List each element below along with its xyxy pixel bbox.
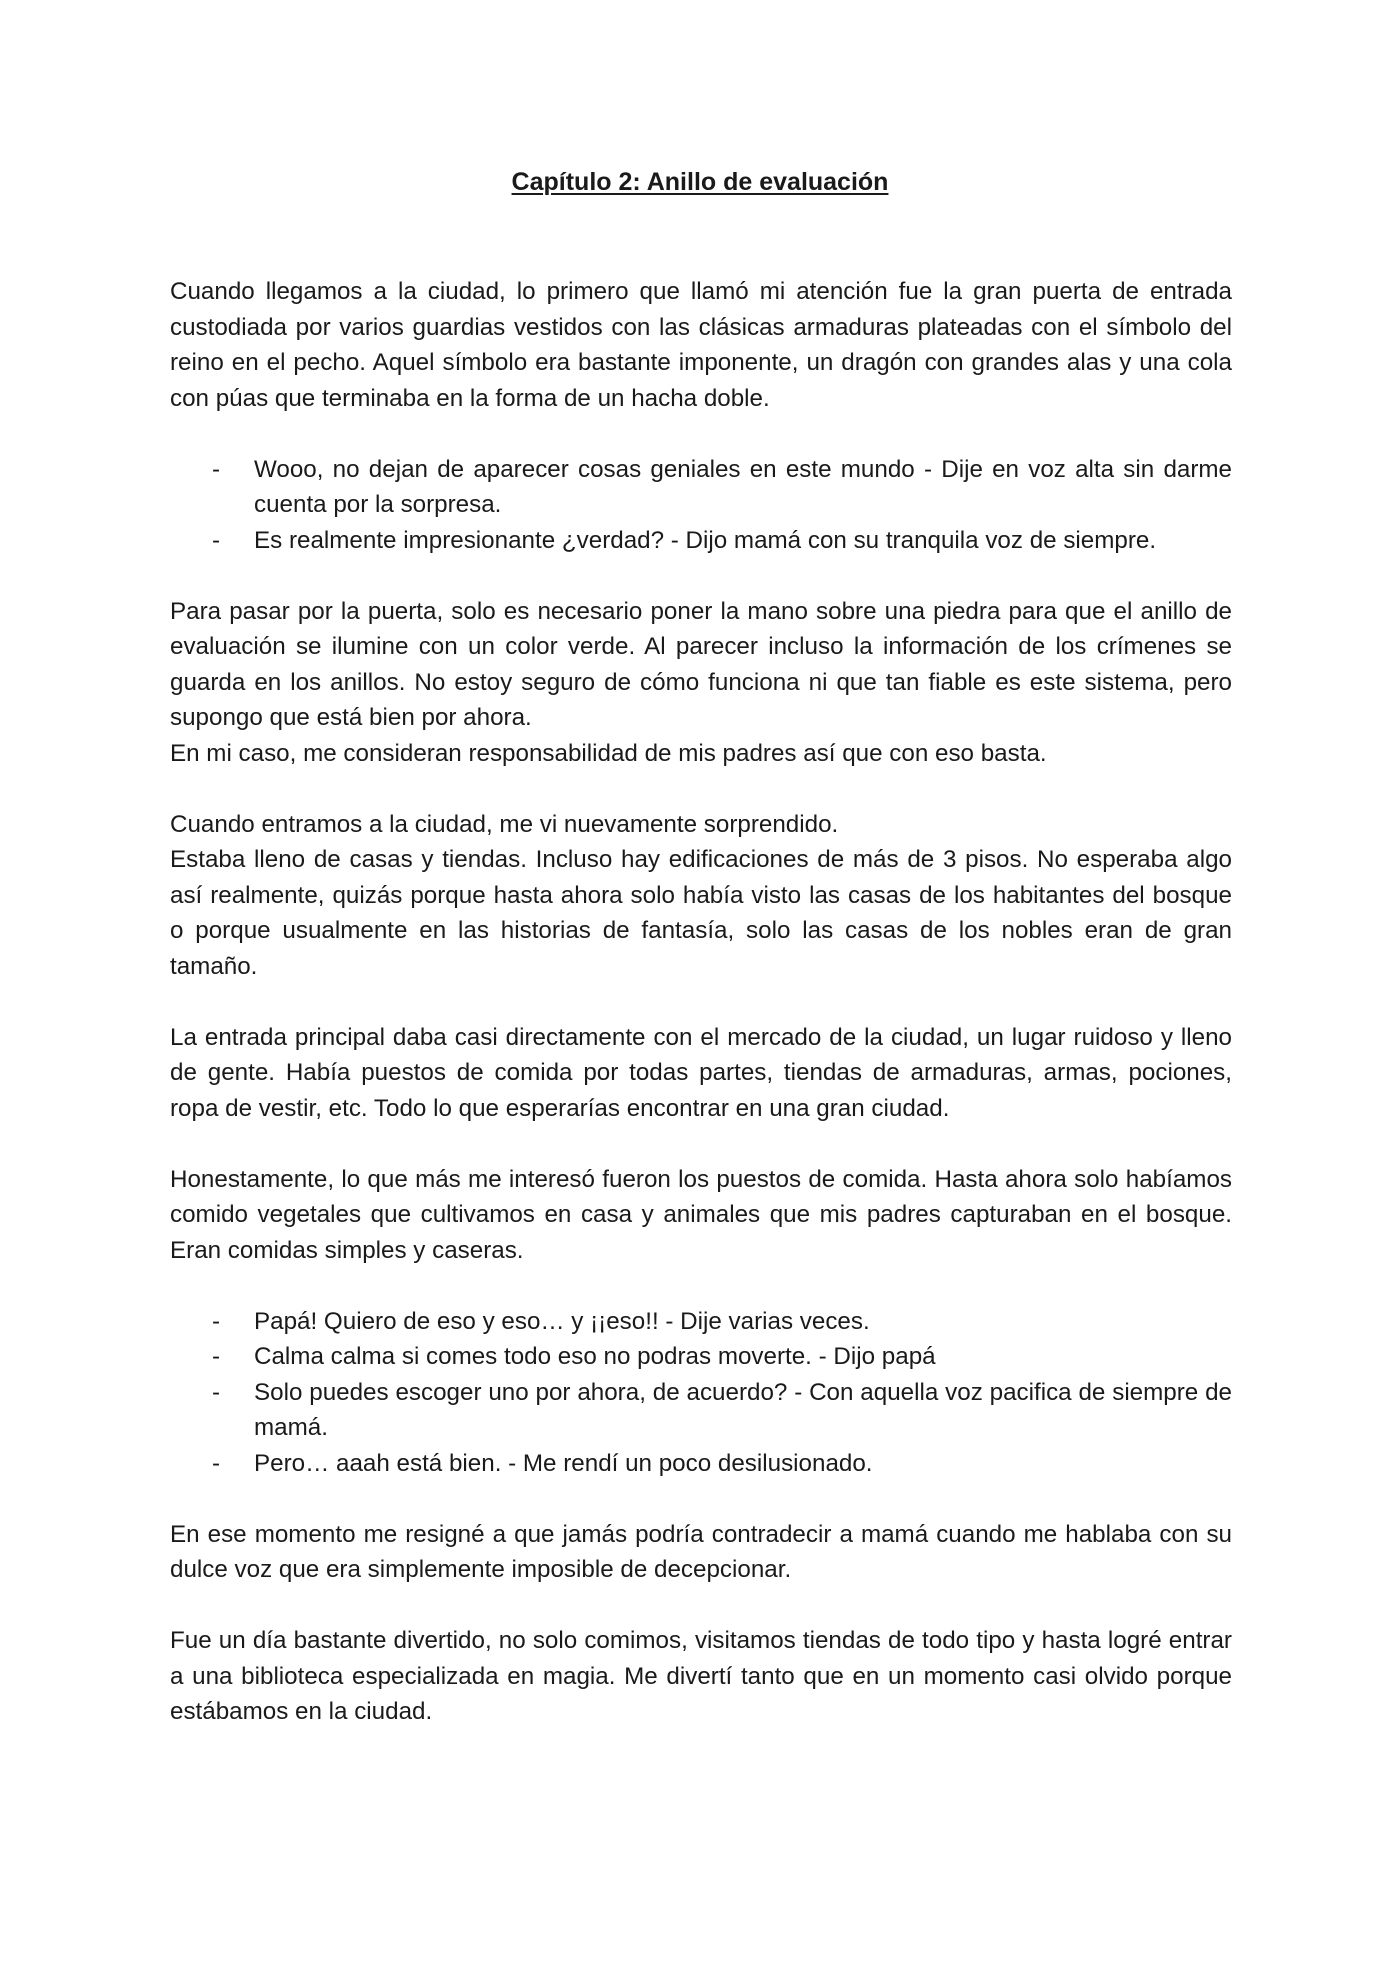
- dialogue-item: [170, 1304, 1232, 1340]
- dash-marker: -: [212, 1343, 221, 1370]
- paragraph-3a: Cuando entramos a la ciudad, me vi nuevamente sorprendido.: [170, 810, 839, 838]
- dialogue-item: [170, 1375, 1232, 1446]
- paragraph-2: Para pasar por la puerta, solo es necesario poner la mano sobre una piedra para que el anillo de evaluación se ilumine con un color verde. Al parecer incluso la información de los crímenes se guarda en los anillos. No estoy seguro de cómo funciona ni que tan fiable es este sistema, pero supongo que está bien por ahora.: [170, 597, 1232, 731]
- dialogue-item: [170, 1446, 1232, 1482]
- paragraph-1: Cuando llegamos a la ciudad, lo primero que llamó mi atención fue la gran puerta de entrada custodiada por varios guardias vestidos con las clásicas armaduras plateadas con el símbolo del reino en el pecho. Aquel símbolo era bastante imponente, un dragón con grandes alas y una cola con púas que terminaba en la forma de un hacha doble.: [170, 278, 1232, 412]
- dialogue-list-2: [170, 1304, 1232, 1482]
- paragraph-3b: Estaba lleno de casas y tiendas. Incluso hay edificaciones de más de 3 pisos. No esperaba algo así realmente, quizás porque hasta ahora solo había visto las casas de los habitantes del bosque o porque usualmente en las historias de fantasía, solo las casas de los nobles eran de gran tamaño.: [170, 846, 1232, 980]
- dialogue-text: Papá! Quiero de eso y eso… y ¡¡eso!! - Dije varias veces.: [254, 1307, 870, 1335]
- dialogue-item: [170, 452, 1232, 523]
- document-body: [170, 274, 1232, 1765]
- chapter-title: Capítulo 2: Anillo de evaluación: [511, 168, 889, 196]
- dialogue-item: [170, 523, 1232, 559]
- paragraph-4: La entrada principal daba casi directamente con el mercado de la ciudad, un lugar ruidoso y lleno de gente. Había puestos de comida por todas partes, tiendas de armaduras, armas, pociones, ropa de vestir, etc. Todo lo que esperarías encontrar en una gran ciudad.: [170, 1023, 1232, 1122]
- dash-marker: -: [212, 1449, 221, 1477]
- dialogue-item: [170, 1339, 1232, 1375]
- paragraph-2-block: [170, 594, 1232, 772]
- dialogue-text: Pero… aaah está bien. - Me rendí un poco desilusionado.: [254, 1449, 873, 1477]
- paragraph-2b: En mi caso, me consideran responsabilidad de mis padres así que con eso basta.: [170, 739, 1047, 767]
- dash-marker: -: [212, 1378, 221, 1406]
- dialogue-text: Es realmente impresionante ¿verdad? - Dijo mamá con su tranquila voz de siempre.: [254, 526, 1157, 554]
- paragraph-5: Honestamente, lo que más me interesó fueron los puestos de comida. Hasta ahora solo habíamos comido vegetales que cultivamos en casa y animales que mis padres capturaban en el bosque. Eran comidas simples y caseras.: [170, 1165, 1232, 1264]
- dash-marker: -: [212, 455, 221, 483]
- dialogue-text: Wooo, no dejan de aparecer cosas geniales en este mundo - Dije en voz alta sin darme cuenta por la sorpresa.: [254, 455, 1232, 518]
- dialogue-list-1: [170, 452, 1232, 559]
- dialogue-text: Solo puedes escoger uno por ahora, de acuerdo? - Con aquella voz pacifica de siempre de mamá.: [254, 1378, 1232, 1441]
- paragraph-7: Fue un día bastante divertido, no solo comimos, visitamos tiendas de todo tipo y hasta logré entrar a una biblioteca especializada en magia. Me divertí tanto que en un momento casi olvido porque estábamos en la ciudad.: [170, 1627, 1232, 1725]
- dash-marker: -: [212, 526, 221, 554]
- paragraph-6: En ese momento me resigné a que jamás podría contradecir a mamá cuando me hablaba con su dulce voz que era simplemente imposible de decepcionar.: [170, 1520, 1232, 1583]
- paragraph-3-block: [170, 807, 1232, 985]
- dash-marker: -: [212, 1307, 221, 1335]
- dialogue-text: Calma calma si comes todo eso no podras moverte. - Dijo papá: [254, 1343, 936, 1370]
